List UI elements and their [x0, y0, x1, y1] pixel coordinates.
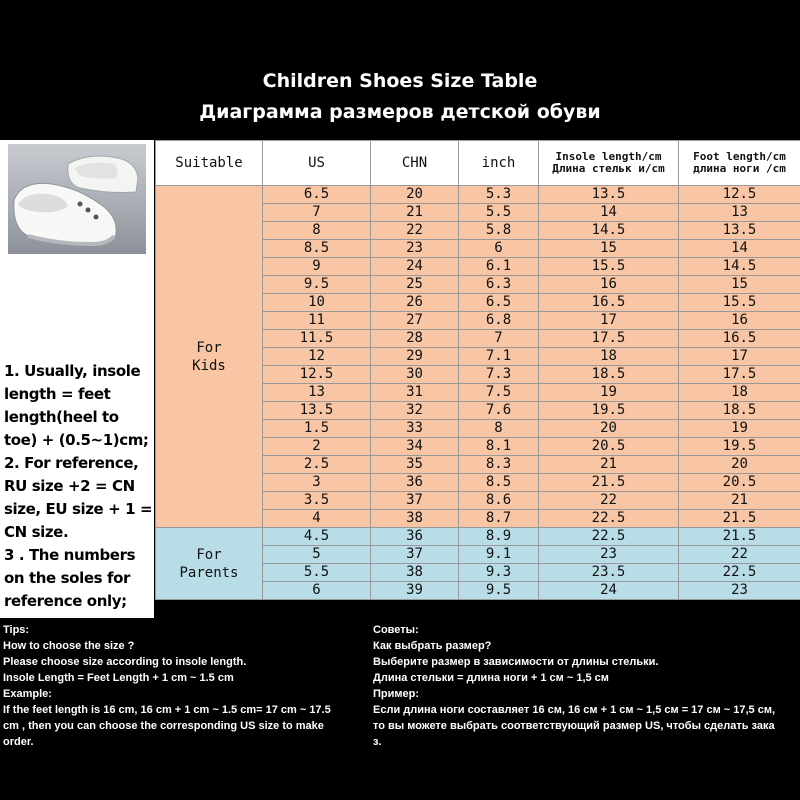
cell-foot: 21.5: [679, 510, 800, 528]
cell-insole: 23: [539, 546, 679, 564]
cell-foot: 14.5: [679, 258, 800, 276]
tip-line: order.: [3, 736, 34, 748]
header-chn: CHN: [371, 141, 459, 186]
note-line: 2. For reference,: [4, 454, 139, 472]
header-foot: Foot length/cm длина ноги /cm: [679, 141, 800, 186]
cell-insole: 19.5: [539, 402, 679, 420]
cell-chn: 36: [371, 474, 459, 492]
cell-foot: 23: [679, 582, 800, 600]
cell-us: 10: [263, 294, 371, 312]
cell-insole: 14: [539, 204, 679, 222]
cell-insole: 16.5: [539, 294, 679, 312]
cell-inch: 5.5: [459, 204, 539, 222]
note-line: 1. Usually, insole: [4, 362, 141, 380]
cell-inch: 7.5: [459, 384, 539, 402]
cell-inch: 8: [459, 420, 539, 438]
shoe-image-icon: [8, 144, 146, 254]
header-us: US: [263, 141, 371, 186]
cell-insole: 19: [539, 384, 679, 402]
cell-foot: 21.5: [679, 528, 800, 546]
table-row: [156, 528, 800, 546]
tip-line: Как выбрать размер?: [373, 640, 492, 652]
tip-line: то вы можете выбрать соответствующий размер US, чтобы сделать зака: [373, 720, 775, 732]
cell-insole: 21.5: [539, 474, 679, 492]
group-label: For Parents: [179, 546, 239, 581]
cell-insole: 18.5: [539, 366, 679, 384]
cell-chn: 26: [371, 294, 459, 312]
cell-chn: 37: [371, 546, 459, 564]
note-line: on the soles for: [4, 569, 130, 587]
cell-chn: 29: [371, 348, 459, 366]
notes-text: [4, 360, 154, 613]
tip-line: Пример:: [373, 688, 420, 700]
header-row: [156, 141, 800, 186]
cell-foot: 22: [679, 546, 800, 564]
note-line: toe) + (0.5~1)cm;: [4, 431, 149, 449]
cell-inch: 9.5: [459, 582, 539, 600]
cell-foot: 16.5: [679, 330, 800, 348]
cell-us: 11.5: [263, 330, 371, 348]
header-insole: Insole length/cm Длина стельк и/cm: [539, 141, 679, 186]
tip-line: Выберите размер в зависимости от длины стельки.: [373, 656, 659, 668]
cell-foot: 14: [679, 240, 800, 258]
cell-us: 6.5: [263, 186, 371, 204]
cell-chn: 38: [371, 510, 459, 528]
cell-insole: 13.5: [539, 186, 679, 204]
cell-us: 8.5: [263, 240, 371, 258]
tip-line: Советы:: [373, 624, 419, 636]
cell-chn: 30: [371, 366, 459, 384]
group-cell-parents: [156, 528, 263, 600]
cell-us: 4: [263, 510, 371, 528]
cell-inch: 8.3: [459, 456, 539, 474]
tip-line: cm , then you can choose the corresponding US size to make: [3, 720, 324, 732]
group-cell-kids: [156, 186, 263, 528]
cell-foot: 12.5: [679, 186, 800, 204]
cell-us: 5: [263, 546, 371, 564]
shoe-photo: [8, 144, 146, 254]
cell-inch: 6.3: [459, 276, 539, 294]
cell-inch: 7.1: [459, 348, 539, 366]
cell-us: 8: [263, 222, 371, 240]
cell-foot: 21: [679, 492, 800, 510]
cell-chn: 27: [371, 312, 459, 330]
cell-insole: 21: [539, 456, 679, 474]
size-table: [155, 140, 800, 600]
cell-inch: 9.3: [459, 564, 539, 582]
cell-inch: 8.6: [459, 492, 539, 510]
table-row: [156, 186, 800, 204]
cell-foot: 13: [679, 204, 800, 222]
cell-foot: 16: [679, 312, 800, 330]
cell-us: 4.5: [263, 528, 371, 546]
cell-foot: 19: [679, 420, 800, 438]
cell-inch: 8.5: [459, 474, 539, 492]
cell-us: 5.5: [263, 564, 371, 582]
cell-insole: 20.5: [539, 438, 679, 456]
tip-line: Если длина ноги составляет 16 см, 16 см + 1 см ~ 1,5 см = 17 см ~ 17,5 см,: [373, 704, 776, 716]
cell-inch: 7.3: [459, 366, 539, 384]
cell-us: 9.5: [263, 276, 371, 294]
tip-line: If the feet length is 16 cm, 16 cm + 1 cm ~ 1.5 cm= 17 cm ~ 17.5: [3, 704, 331, 716]
cell-us: 3.5: [263, 492, 371, 510]
cell-chn: 32: [371, 402, 459, 420]
cell-us: 6: [263, 582, 371, 600]
cell-inch: 8.1: [459, 438, 539, 456]
tip-line: How to choose the size ?: [3, 640, 135, 652]
cell-foot: 15.5: [679, 294, 800, 312]
cell-insole: 15: [539, 240, 679, 258]
cell-foot: 17: [679, 348, 800, 366]
cell-foot: 18.5: [679, 402, 800, 420]
note-line: reference only;: [4, 592, 127, 610]
cell-insole: 23.5: [539, 564, 679, 582]
cell-chn: 37: [371, 492, 459, 510]
cell-chn: 21: [371, 204, 459, 222]
cell-insole: 22.5: [539, 510, 679, 528]
header-suitable: Suitable: [156, 141, 263, 186]
cell-inch: 6.5: [459, 294, 539, 312]
tip-line: Please choose size according to insole length.: [3, 656, 247, 668]
cell-foot: 17.5: [679, 366, 800, 384]
cell-us: 11: [263, 312, 371, 330]
left-panel: [0, 140, 154, 618]
note-line: 3 . The numbers: [4, 546, 136, 564]
cell-chn: 38: [371, 564, 459, 582]
cell-chn: 39: [371, 582, 459, 600]
note-line: length(heel to: [4, 408, 119, 426]
tip-line: Example:: [3, 688, 52, 700]
cell-foot: 13.5: [679, 222, 800, 240]
cell-chn: 28: [371, 330, 459, 348]
cell-inch: 6.8: [459, 312, 539, 330]
cell-insole: 24: [539, 582, 679, 600]
cell-us: 2.5: [263, 456, 371, 474]
cell-us: 7: [263, 204, 371, 222]
cell-inch: 6.1: [459, 258, 539, 276]
cell-inch: 9.1: [459, 546, 539, 564]
note-line: size, EU size + 1 =: [4, 500, 153, 518]
cell-inch: 5.3: [459, 186, 539, 204]
tip-line: Длина стельки = длина ноги + 1 см ~ 1,5 см: [373, 672, 609, 684]
cell-us: 3: [263, 474, 371, 492]
cell-insole: 22.5: [539, 528, 679, 546]
cell-foot: 20: [679, 456, 800, 474]
cell-us: 13.5: [263, 402, 371, 420]
cell-insole: 17.5: [539, 330, 679, 348]
cell-chn: 20: [371, 186, 459, 204]
cell-chn: 36: [371, 528, 459, 546]
cell-foot: 19.5: [679, 438, 800, 456]
tip-line: Tips:: [3, 624, 30, 636]
cell-insole: 15.5: [539, 258, 679, 276]
cell-chn: 33: [371, 420, 459, 438]
cell-us: 9: [263, 258, 371, 276]
cell-chn: 25: [371, 276, 459, 294]
cell-chn: 34: [371, 438, 459, 456]
cell-inch: 5.8: [459, 222, 539, 240]
note-line: length = feet: [4, 385, 111, 403]
title-english: Children Shoes Size Table: [262, 70, 538, 92]
cell-chn: 24: [371, 258, 459, 276]
tips-english: [3, 622, 368, 750]
cell-inch: 8.9: [459, 528, 539, 546]
cell-insole: 14.5: [539, 222, 679, 240]
cell-insole: 18: [539, 348, 679, 366]
note-line: RU size +2 = CN: [4, 477, 135, 495]
cell-inch: 7: [459, 330, 539, 348]
tips-russian: [373, 622, 798, 750]
cell-inch: 6: [459, 240, 539, 258]
cell-insole: 20: [539, 420, 679, 438]
cell-us: 12: [263, 348, 371, 366]
cell-us: 1.5: [263, 420, 371, 438]
cell-chn: 23: [371, 240, 459, 258]
cell-us: 13: [263, 384, 371, 402]
cell-chn: 35: [371, 456, 459, 474]
cell-foot: 22.5: [679, 564, 800, 582]
note-line: CN size.: [4, 523, 69, 541]
cell-insole: 16: [539, 276, 679, 294]
cell-foot: 15: [679, 276, 800, 294]
tip-line: Insole Length = Feet Length + 1 cm ~ 1.5 cm: [3, 672, 234, 684]
cell-inch: 8.7: [459, 510, 539, 528]
group-label: For Kids: [192, 339, 226, 374]
cell-us: 2: [263, 438, 371, 456]
cell-insole: 22: [539, 492, 679, 510]
cell-foot: 20.5: [679, 474, 800, 492]
cell-insole: 17: [539, 312, 679, 330]
cell-us: 12.5: [263, 366, 371, 384]
title-russian: Диаграмма размеров детской обуви: [199, 101, 601, 123]
tip-line: з.: [373, 736, 382, 748]
cell-inch: 7.6: [459, 402, 539, 420]
cell-chn: 22: [371, 222, 459, 240]
cell-foot: 18: [679, 384, 800, 402]
header-inch: inch: [459, 141, 539, 186]
cell-chn: 31: [371, 384, 459, 402]
